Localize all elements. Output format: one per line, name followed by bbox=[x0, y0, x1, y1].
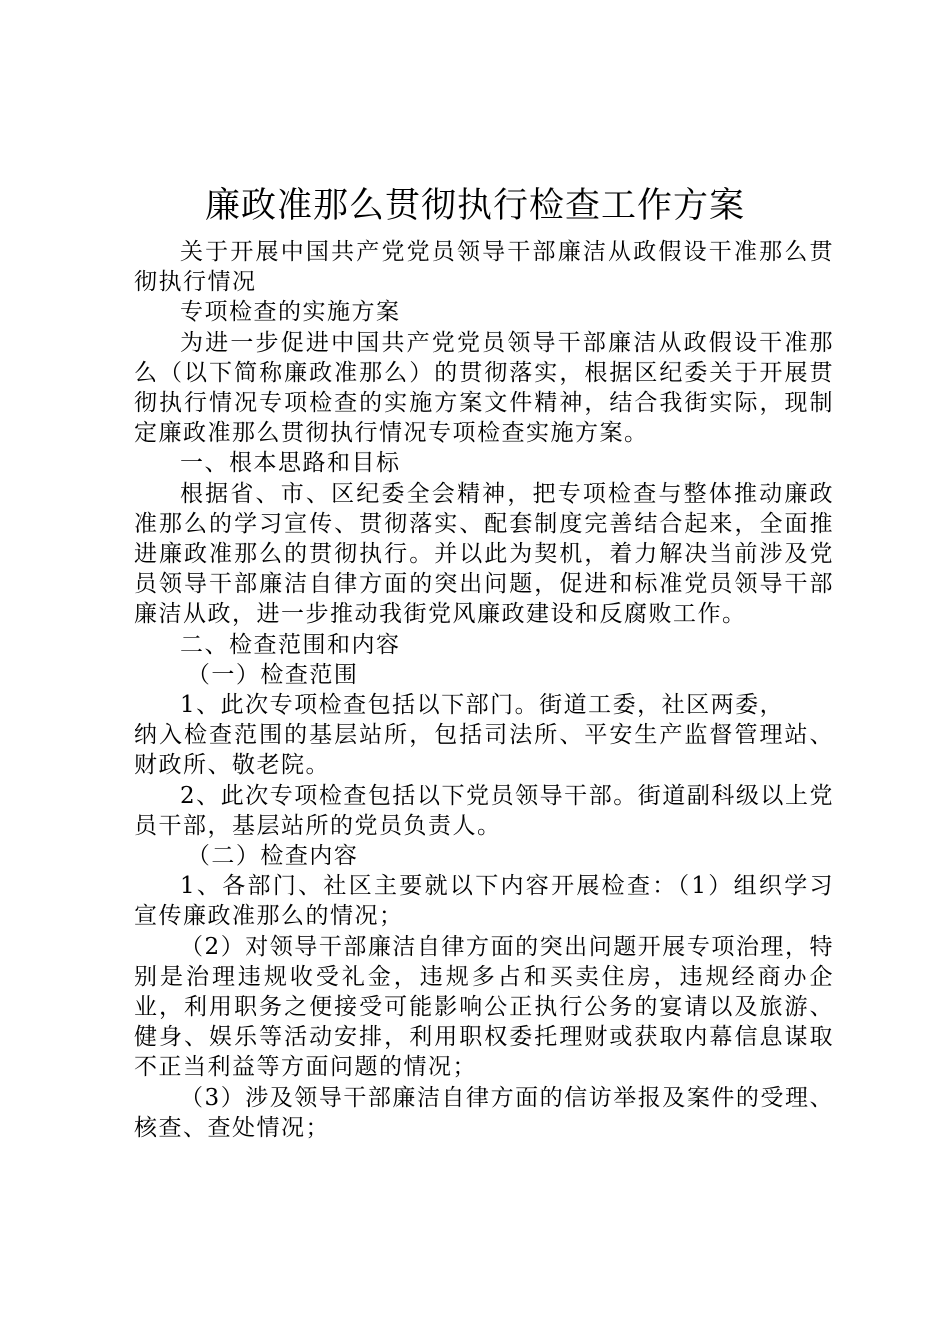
subheading-scope: （一）检查范围 bbox=[186, 661, 359, 688]
document-body bbox=[134, 237, 834, 1143]
paragraph-intro-subheading: 专项检查的实施方案 bbox=[180, 299, 401, 326]
paragraph-content-1: 1、各部门、社区主要就以下内容开展检查：（1）组织学习宣传廉政准那么的情况； bbox=[134, 873, 834, 930]
paragraph-content-3: （3）涉及领导干部廉洁自律方面的信访举报及案件的受理、核查、查处情况； bbox=[134, 1084, 834, 1141]
paragraph-content-2: （2）对领导干部廉洁自律方面的突出问题开展专项治理，特别是治理违规收受礼金，违规多占和买卖住房，违规经商办企业，利用职务之便接受可能影响公正执行公务的宴请以及旅游、健身、娱乐等活动安排，利用职权委托理财或获取内幕信息谋取不正当利益等方面问题的情况； bbox=[134, 933, 834, 1081]
paragraph-scope-1b: 纳入检查范围的基层站所，包括司法所、平安生产监督管理站、财政所、敬老院。 bbox=[134, 722, 834, 779]
paragraph-scope-2: 2、此次专项检查包括以下党员领导干部。街道副科级以上党员干部，基层站所的党员负责人。 bbox=[134, 782, 834, 839]
paragraph-goals: 根据省、市、区纪委全会精神，把专项检查与整体推动廉政准那么的学习宣传、贯彻落实、配套制度完善结合起来，全面推进廉政准那么的贯彻执行。并以此为契机，着力解决当前涉及党员领导干部廉洁自律方面的突出问题，促进和标准党员领导干部廉洁从政，进一步推动我街党风廉政建设和反腐败工作。 bbox=[134, 480, 834, 628]
section-heading-scope: 二、检查范围和内容 bbox=[180, 631, 401, 658]
document-title: 廉政准那么贯彻执行检查工作方案 bbox=[204, 186, 745, 226]
section-heading-goals: 一、根本思路和目标 bbox=[180, 450, 401, 477]
paragraph-preamble: 为进一步促进中国共产党党员领导干部廉洁从政假设干准那么（以下简称廉政准那么）的贯彻落实，根据区纪委关于开展贯彻执行情况专项检查的实施方案文件精神，结合我街实际，现制定廉政准那么贯彻执行情况专项检查实施方案。 bbox=[134, 329, 834, 447]
paragraph-intro-heading: 关于开展中国共产党党员领导干部廉洁从政假设干准那么贯彻执行情况 bbox=[134, 239, 834, 296]
paragraph-scope-1a: 1、此次专项检查包括以下部门。街道工委，社区两委， bbox=[180, 692, 785, 719]
subheading-content: （二）检查内容 bbox=[186, 843, 359, 870]
